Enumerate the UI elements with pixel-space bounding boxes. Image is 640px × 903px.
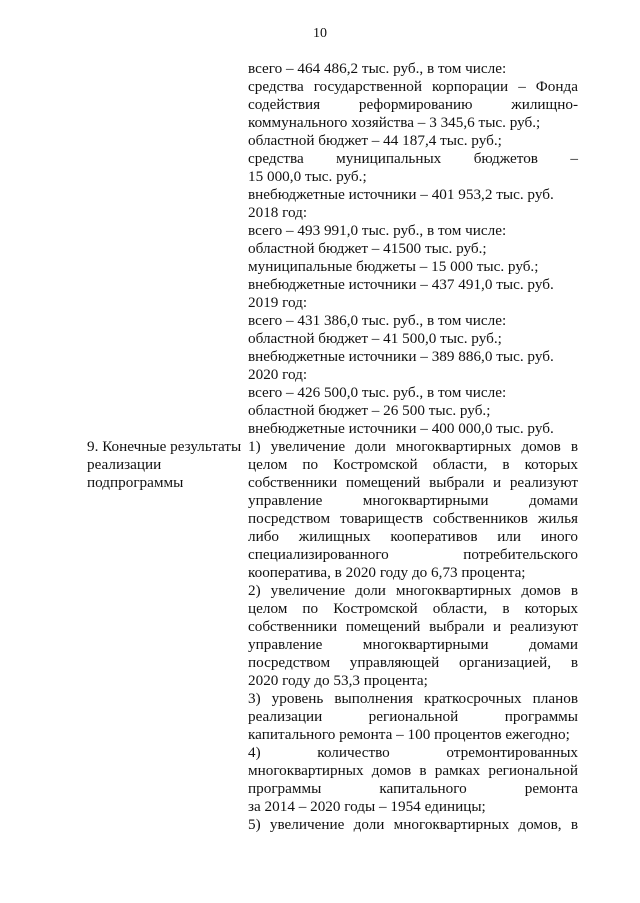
page-number: 10 <box>313 26 327 41</box>
financing-line: содействия реформированию жилищно- <box>248 96 578 113</box>
results-line: посредством товариществ собственников жилья <box>248 510 578 527</box>
financing-line: коммунального хозяйства – 3 345,6 тыс. руб.; <box>248 114 541 131</box>
results-line: целом по Костромской области, в которых <box>248 600 578 617</box>
results-line: 3) уровень выполнения краткосрочных планов <box>248 690 578 707</box>
results-line: за 2014 – 2020 годы – 1954 единицы; <box>248 798 486 815</box>
financing-line: средства государственной корпорации – Фонда <box>248 78 578 95</box>
financing-line: областной бюджет – 41500 тыс. руб.; <box>248 240 487 257</box>
results-line: собственники помещений выбрали и реализуют <box>248 474 578 491</box>
results-line: капитального ремонта – 100 процентов ежегодно; <box>248 726 570 743</box>
results-line: либо жилищных кооперативов или иного <box>248 528 578 545</box>
results-line: 2020 году до 53,3 процента; <box>248 672 428 689</box>
results-line: 1) увеличение доли многоквартирных домов в <box>248 438 578 455</box>
results-line: многоквартирных домов в рамках региональной <box>248 762 578 779</box>
results-line: управление многоквартирными домами <box>248 636 578 653</box>
financing-line: муниципальные бюджеты – 15 000 тыс. руб.; <box>248 258 539 275</box>
financing-line: областной бюджет – 41 500,0 тыс. руб.; <box>248 330 502 347</box>
results-line: собственники помещений выбрали и реализуют <box>248 618 578 635</box>
section-label <box>87 438 242 492</box>
financing-line: внебюджетные источники – 400 000,0 тыс. руб. <box>248 420 554 437</box>
results-line: 2) увеличение доли многоквартирных домов в <box>248 582 578 599</box>
results-line: программы капитального ремонта <box>248 780 578 797</box>
section-label-line: подпрограммы <box>87 474 184 491</box>
results-line: посредством управляющей организацией, в <box>248 654 578 671</box>
financing-line: областной бюджет – 26 500 тыс. руб.; <box>248 402 491 419</box>
financing-line: 2019 год: <box>248 294 308 311</box>
financing-line: всего – 493 991,0 тыс. руб., в том числе: <box>248 222 507 239</box>
financing-line: всего – 464 486,2 тыс. руб., в том числе: <box>248 60 507 77</box>
results-line: 5) увеличение доли многоквартирных домов, в <box>248 816 578 833</box>
results-line: управление многоквартирными домами <box>248 492 578 509</box>
financing-line: областной бюджет – 44 187,4 тыс. руб.; <box>248 132 502 149</box>
financing-line: внебюджетные источники – 389 886,0 тыс. руб. <box>248 348 554 365</box>
financing-line: 2018 год: <box>248 204 308 221</box>
financing-line: внебюджетные источники – 437 491,0 тыс. руб. <box>248 276 554 293</box>
results-line: кооператива, в 2020 году до 6,73 процента; <box>248 564 526 581</box>
financing-line: внебюджетные источники – 401 953,2 тыс. руб. <box>248 186 554 203</box>
financing-line: всего – 431 386,0 тыс. руб., в том числе: <box>248 312 507 329</box>
results-line: реализации региональной программы <box>248 708 578 725</box>
financing-line: 15 000,0 тыс. руб.; <box>248 168 367 185</box>
results-line: специализированного потребительского <box>248 546 578 563</box>
results-line: целом по Костромской области, в которых <box>248 456 578 473</box>
financing-line: средства муниципальных бюджетов – <box>248 150 578 167</box>
section-label-line: 9. Конечные результаты <box>87 438 242 455</box>
financing-line: 2020 год: <box>248 366 308 383</box>
results-line: 4) количество отремонтированных <box>248 744 578 761</box>
section-label-line: реализации <box>87 456 162 473</box>
financing-line: всего – 426 500,0 тыс. руб., в том числе: <box>248 384 507 401</box>
